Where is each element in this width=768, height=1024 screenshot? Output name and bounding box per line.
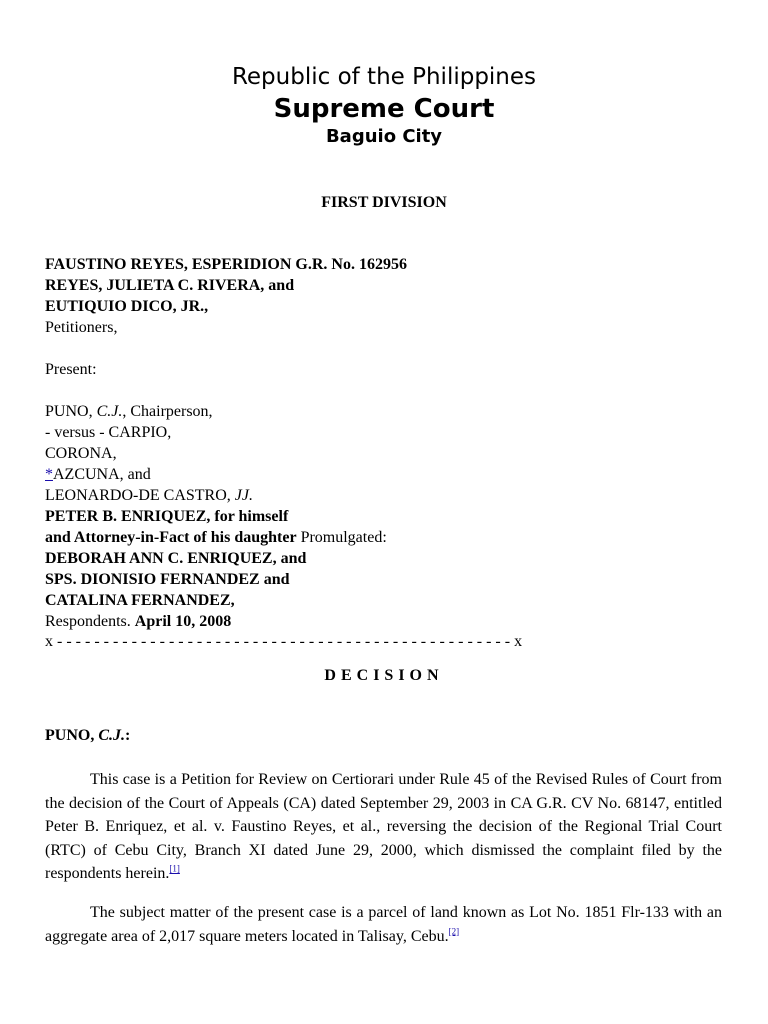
justice-leonardo-line xyxy=(45,485,253,506)
petitioner-line-2-text: REYES, JULIETA C. RIVERA, and xyxy=(45,277,295,294)
respondent-line-5-text: CATALINA FERNANDEZ, xyxy=(45,592,235,609)
respondent-line-4-text: SPS. DIONISIO FERNANDEZ and xyxy=(45,571,290,588)
respondent-line-2-text: and Attorney-in-Fact of his daughter xyxy=(45,529,297,546)
city-heading: Baguio City xyxy=(325,126,443,147)
petitioner-line-3-text: EUTIQUIO DICO, JR., xyxy=(45,298,209,315)
leonardo-title: JJ. xyxy=(234,487,253,504)
respondent-line-5 xyxy=(45,590,235,611)
puno-name: PUNO, xyxy=(45,403,93,420)
versus-carpio-line xyxy=(45,422,171,443)
decision-paragraph-1 xyxy=(45,768,722,886)
division-heading: FIRST DIVISION xyxy=(321,194,447,211)
ponente-name: PUNO, xyxy=(45,727,95,744)
decision-paragraph-2 xyxy=(45,901,722,948)
footnote-2-link[interactable]: [2] xyxy=(448,926,460,937)
court-heading: Supreme Court xyxy=(273,94,495,124)
paragraph-1-text: This case is a Petition for Review on Certiorari under Rule 45 of the Revised Rules of Court from the decision of the Court of Appeals (CA) dated September 29, 2003 in CA G.R. CV No. 68147, entitled Peter B. Enriquez, et al. v. Faustino Reyes, et al., reversing the decision of the Regional Trial Court (RTC) of Cebu City, Branch XI dated June 29, 2000, which dismissed the complaint filed by the respondents herein. xyxy=(45,771,722,882)
caption-separator: x - - - - - - - - - - - - - - - - - - - - - - - - - - - - - - - - - - - - - - - - - - - - - - - - - x xyxy=(45,633,523,650)
ponente-title: C.J. xyxy=(98,727,125,744)
respondent-line-1-text: PETER B. ENRIQUEZ, for himself xyxy=(45,508,289,525)
gr-number: G.R. No. 162956 xyxy=(295,256,407,273)
paragraph-2-text: The subject matter of the present case is a parcel of land known as Lot No. 1851 Flr-133 with an aggregate area of 2,017 square meters located in Talisay, Cebu. xyxy=(45,904,722,945)
decision-heading: DECISION xyxy=(324,667,444,684)
footnote-1-link[interactable]: [1] xyxy=(169,863,180,874)
respondent-line-3-text: DEBORAH ANN C. ENRIQUEZ, and xyxy=(45,550,307,567)
ponente-line xyxy=(45,725,130,746)
puno-title: C.J. xyxy=(96,403,123,420)
justice-corona: CORONA, xyxy=(45,445,117,462)
puno-role: , Chairperson, xyxy=(122,403,213,420)
petitioner-line-3 xyxy=(45,296,208,317)
versus-label: - versus - xyxy=(45,424,105,441)
respondent-line-1 xyxy=(45,506,288,527)
promulgation-date: April 10, 2008 xyxy=(134,613,232,630)
respondents-label: Respondents. xyxy=(45,613,131,630)
petitioner-line-2 xyxy=(45,275,294,296)
respondent-line-3 xyxy=(45,548,306,569)
respondent-line-2 xyxy=(45,527,387,548)
petitioners-label: Petitioners, xyxy=(45,319,118,336)
justice-azcuna: AZCUNA, and xyxy=(53,466,151,483)
azcuna-footnote-link[interactable]: * xyxy=(45,466,53,483)
justice-azcuna-line xyxy=(45,464,151,485)
republic-heading: Republic of the Philippines xyxy=(231,64,537,90)
caption-line-1 xyxy=(45,254,407,275)
petitioner-line-1: FAUSTINO REYES, ESPERIDION xyxy=(45,256,292,273)
present-label: Present: xyxy=(45,361,97,378)
justice-leonardo: LEONARDO-DE CASTRO, xyxy=(45,487,231,504)
promulgated-label: Promulgated: xyxy=(300,529,387,546)
ponente-colon: : xyxy=(125,727,131,744)
respondent-line-4 xyxy=(45,569,290,590)
respondents-date-line xyxy=(45,611,231,632)
justice-carpio: CARPIO, xyxy=(108,424,172,441)
justice-puno xyxy=(45,401,213,422)
